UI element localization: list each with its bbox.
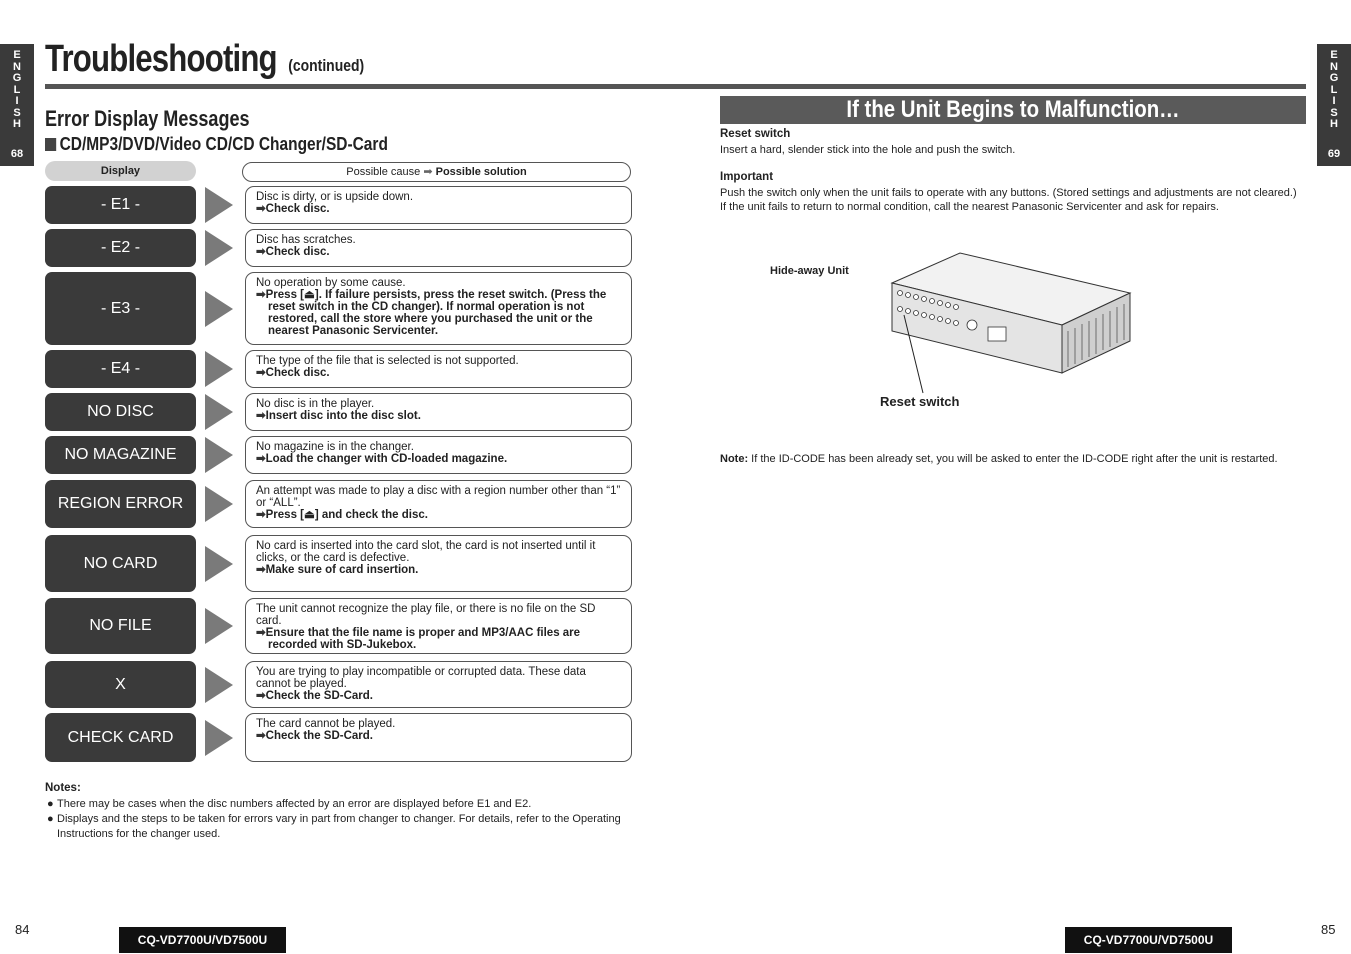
error-solution-line — [256, 203, 621, 215]
error-solution-line — [256, 410, 621, 422]
error-cause-box — [245, 661, 632, 708]
reset-switch-callout: Reset switch — [880, 394, 960, 409]
error-cause: Disc is dirty, or is upside down. — [256, 191, 414, 203]
language-tab-right — [1317, 44, 1351, 166]
error-display-code: - E1 - — [45, 186, 196, 224]
note-item: ● There may be cases when the disc numbers affected by an error are displayed before E1 and E2. — [47, 798, 532, 810]
triangle-arrow-icon — [205, 394, 233, 430]
arrow-right-icon: ➡ — [256, 367, 266, 379]
error-solution-line — [256, 690, 621, 702]
important-text: Push the switch only when the unit fails to operate with any buttons. (Stored settings and adjustments are not cleared.) — [720, 187, 1297, 199]
arrow-right-icon: ➡ — [256, 203, 266, 215]
arrow-right-icon: ➡ — [256, 730, 266, 742]
error-solution-line — [256, 509, 621, 521]
arrow-right-icon: ➡ — [256, 564, 266, 576]
error-cause-box — [245, 229, 632, 267]
error-solution: Load the changer with CD-loaded magazine. — [265, 453, 508, 465]
triangle-arrow-icon — [205, 230, 233, 266]
title-continued: (continued) — [288, 56, 365, 75]
malfunction-heading: If the Unit Begins to Malfunction… — [720, 96, 1306, 124]
hideaway-unit-label: Hide-away Unit — [770, 265, 849, 277]
restart-note: Note: If the ID-CODE has been already set, you will be asked to enter the ID-CODE right after the unit is restarted. — [720, 453, 1278, 465]
error-cause-box — [245, 436, 632, 474]
error-solution: Check disc. — [265, 367, 330, 379]
error-solution-line — [256, 289, 621, 337]
arrow-right-icon: ➡ — [256, 453, 266, 465]
triangle-arrow-icon — [205, 608, 233, 644]
language-tab-letter: N — [1330, 60, 1338, 73]
triangle-arrow-icon — [205, 437, 233, 473]
important-text: If the unit fails to return to normal condition, call the nearest Panasonic Servicenter and ask for repairs. — [720, 201, 1219, 213]
error-solution-line — [256, 453, 621, 465]
error-display-code: NO DISC — [45, 393, 196, 431]
triangle-arrow-icon — [205, 187, 233, 223]
reset-switch-label: Reset switch — [720, 128, 791, 140]
language-tab-letter: S — [1330, 106, 1338, 119]
error-cause: No magazine is in the changer. — [256, 441, 414, 453]
error-cause-box — [245, 598, 632, 654]
title-rule — [45, 84, 1306, 89]
error-cause: The unit cannot recognize the play file, or there is no file on the SD card. — [256, 603, 596, 627]
error-solution: Press [⏏] and check the disc. — [265, 509, 428, 521]
note-item: ● Displays and the steps to be taken for errors vary in part from changer to changer. For details, refer to the Operating Instructions for the changer used. — [47, 813, 621, 840]
language-tab-letter: I — [1332, 95, 1336, 107]
arrow-right-icon: ➡ — [256, 246, 266, 258]
triangle-arrow-icon — [205, 667, 233, 703]
error-solution-line — [256, 246, 621, 258]
error-solution: Check disc. — [265, 203, 330, 215]
error-cause: The card cannot be played. — [256, 718, 396, 730]
error-cause: An attempt was made to play a disc with a region number other than “1” or “ALL”. — [256, 485, 621, 509]
triangle-arrow-icon — [205, 351, 233, 387]
error-solution: Check the SD-Card. — [265, 690, 373, 702]
error-solution: Check the SD-Card. — [265, 730, 373, 742]
section-subheading: CD/MP3/DVD/Video CD/CD Changer/SD-Card — [45, 134, 388, 155]
page-number-right: 85 — [1321, 922, 1336, 937]
error-cause-box — [245, 186, 632, 224]
error-display-code: CHECK CARD — [45, 713, 196, 762]
language-tab-left — [0, 44, 34, 166]
error-cause-box — [245, 350, 632, 388]
error-display-code: NO CARD — [45, 535, 196, 592]
error-cause: No disc is in the player. — [256, 398, 375, 410]
error-solution-line — [256, 564, 621, 576]
bullet-icon: ● — [47, 798, 54, 810]
error-cause: The type of the file that is selected is not supported. — [256, 355, 519, 367]
triangle-arrow-icon — [205, 720, 233, 756]
error-solution: Insert disc into the disc slot. — [265, 410, 421, 422]
language-tab-letter: L — [1330, 83, 1338, 96]
language-tab-letter: S — [13, 106, 21, 119]
reset-switch-text: Insert a hard, slender stick into the hole and push the switch. — [720, 144, 1016, 156]
section-heading: Error Display Messages — [45, 106, 250, 131]
error-display-code: NO MAGAZINE — [45, 436, 196, 474]
language-tab-letters — [1317, 50, 1351, 131]
error-cause-box — [245, 480, 632, 528]
error-solution: Check disc. — [265, 246, 330, 258]
error-display-code: X — [45, 661, 196, 708]
language-tab-letters — [0, 50, 34, 131]
triangle-arrow-icon — [205, 291, 233, 327]
error-solution: Make sure of card insertion. — [265, 564, 419, 576]
hideaway-unit-illustration — [880, 245, 1140, 395]
triangle-arrow-icon — [205, 546, 233, 582]
error-solution-line — [256, 730, 621, 742]
square-bullet-icon — [45, 138, 56, 151]
language-tab-letter: H — [1330, 118, 1338, 130]
page-tab-number: 69 — [1327, 148, 1341, 160]
error-display-code: - E2 - — [45, 229, 196, 267]
notes-heading: Notes: — [45, 782, 81, 794]
error-cause: No card is inserted into the card slot, the card is not inserted until it clicks, or the card is defective. — [256, 540, 596, 564]
arrow-right-icon: ➡ — [256, 410, 266, 422]
arrow-right-icon: ➡ — [256, 690, 266, 702]
arrow-right-icon: ➡ — [256, 289, 266, 301]
arrow-right-icon: ➡ — [423, 166, 433, 178]
error-cause: Disc has scratches. — [256, 234, 356, 246]
error-solution: Ensure that the file name is proper and MP3/AAC files are recorded with SD-Jukebox. — [265, 627, 581, 651]
bullet-icon: ● — [47, 813, 54, 825]
arrow-right-icon: ➡ — [256, 509, 266, 521]
cause-column-header: Possible cause ➡ Possible solution — [242, 162, 631, 182]
language-tab-letter: G — [12, 72, 22, 84]
error-cause-box — [245, 713, 632, 762]
triangle-arrow-icon — [205, 486, 233, 522]
important-label: Important — [720, 171, 774, 183]
error-solution-line — [256, 367, 621, 379]
language-tab-letter: N — [13, 60, 21, 73]
error-display-code: NO FILE — [45, 598, 196, 654]
error-cause: No operation by some cause. — [256, 277, 406, 289]
error-solution: Press [⏏]. If failure persists, press the reset switch. (Press the reset switch in the CD changer). If normal operation is not restored, call the store where you purchased the unit or the nearest Panasonic Servicenter. — [265, 289, 607, 337]
display-column-header: Display — [45, 161, 196, 181]
error-solution-line — [256, 627, 621, 651]
language-tab-letter: H — [13, 118, 21, 130]
error-cause: You are trying to play incompatible or corrupted data. These data cannot be played. — [256, 666, 586, 690]
error-cause-box — [245, 535, 632, 592]
language-tab-letter: L — [13, 83, 21, 96]
page-title — [45, 38, 364, 81]
error-display-code: REGION ERROR — [45, 480, 196, 528]
error-cause-box — [245, 393, 632, 431]
error-cause-box — [245, 272, 632, 345]
language-tab-letter: G — [1329, 72, 1339, 84]
model-badge-left: CQ-VD7700U/VD7500U — [119, 927, 286, 953]
error-display-code: - E3 - — [45, 272, 196, 345]
model-badge-right: CQ-VD7700U/VD7500U — [1065, 927, 1232, 953]
error-display-code: - E4 - — [45, 350, 196, 388]
page-number-left: 84 — [15, 922, 30, 937]
language-tab-letter: I — [15, 95, 19, 107]
arrow-right-icon: ➡ — [256, 627, 266, 639]
language-tab-letter: E — [1330, 49, 1338, 61]
language-tab-letter: E — [13, 49, 21, 61]
page-tab-number: 68 — [10, 148, 24, 160]
title-main: Troubleshooting — [45, 38, 277, 80]
